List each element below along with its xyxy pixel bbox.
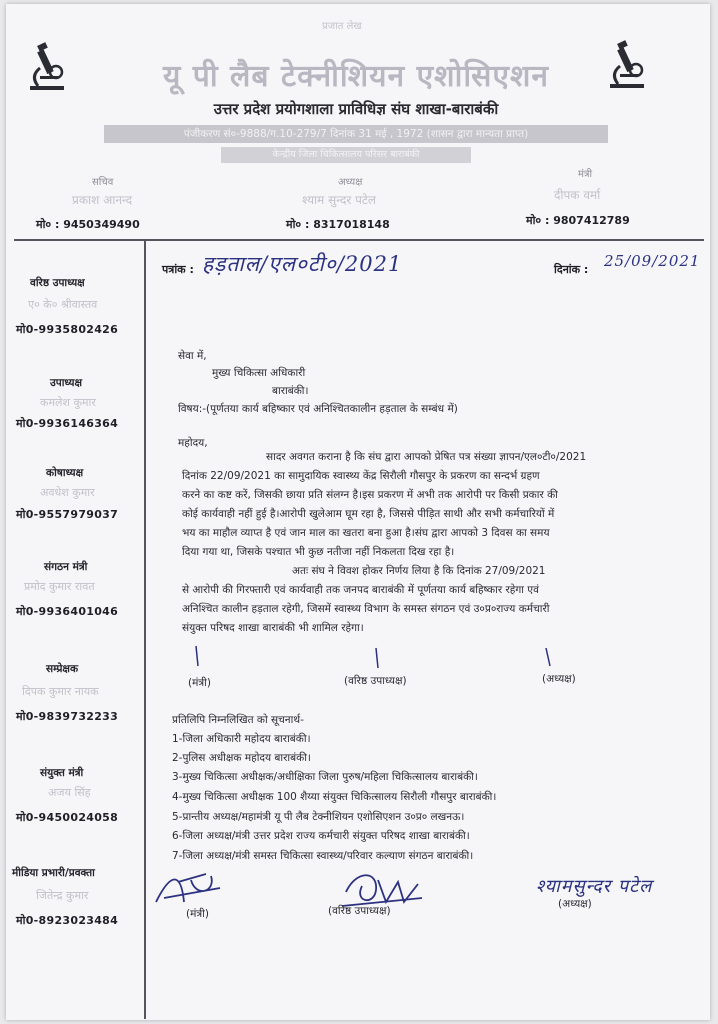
to-line: सेवा में, xyxy=(178,350,207,362)
copy-item: 7-जिला अध्यक्ष/मंत्री समस्त चिकित्सा स्वास्थ्य/परिवार कल्याण संगठन बाराबंकी। xyxy=(172,850,474,862)
sign-label-senior-vp: (वरिष्ठ उपाध्यक्ष) xyxy=(344,675,407,687)
organization-subtitle: उत्तर प्रदेश प्रयोगशाला प्राविधिज्ञ संघ शाखा-बाराबंकी xyxy=(213,100,499,118)
address-band: केन्द्रीय जिला चिकित्सालय परिसर बाराबंकी xyxy=(221,147,471,163)
body-line: संयुक्त परिषद शाखा बाराबंकी भी शामिल रहेगा। xyxy=(182,622,364,634)
body-line: भय का माहौल व्याप्त है एवं जान माल का खतरा बना हुआ है।संघ द्वारा आपको 3 दिवस का समय xyxy=(182,527,550,539)
sidebar-role-auditor: सम्प्रेक्षक xyxy=(46,663,79,675)
body-line: कोई कार्यवाही नहीं हुई है।आरोपी खुलेआम घूम रहा है, जिससे पीड़ित साथी और सभी कर्मचारियों में xyxy=(182,508,555,520)
sidebar-role-vice-president: उपाध्यक्ष xyxy=(50,377,83,389)
sign-label-president-bottom: (अध्यक्ष) xyxy=(558,898,592,910)
sidebar-name-senior-vice-president: ए० के० श्रीवास्तव xyxy=(28,298,98,311)
sidebar-mobile-joint-minister: मो0-9450024058 xyxy=(16,811,119,824)
header-top-small: प्रजात लेख xyxy=(322,21,362,32)
body-line: से आरोपी की गिरफ्तारी एवं कार्यवाही तक जनपद बाराबंकी में पूर्णतया कार्य बहिष्कार रहेगा एवं xyxy=(182,584,539,596)
body-line: अनिश्चित कालीन हड़ताल रहेगी, जिसमें स्वास्थ्य विभाग के समस्त संगठन एवं उ०प्र०राज्य कर्मचारी xyxy=(182,603,550,615)
body-line: सादर अवगत कराना है कि संघ द्वारा आपको प्रेषित पत्र संख्या ज्ञापन/एल०टी०/2021 xyxy=(266,451,587,463)
sidebar-mobile-treasurer: मो0-9557979037 xyxy=(16,508,119,521)
registration-band: पंजीकरण सं०-9888/ग.10-279/7 दिनांक 31 मई , 1972 (शासन द्वारा मान्यता प्राप्त) xyxy=(104,125,608,143)
officer-role-secretary: सचिव xyxy=(92,177,114,188)
salutation: महोदय, xyxy=(178,437,208,449)
copy-item: 5-प्रान्तीय अध्यक्ष/महामंत्री यू पी लैब टेक्नीशियन एशोसिएशन उ०प्र० लखनऊ। xyxy=(172,811,465,823)
copy-item: 3-मुख्य चिकित्सा अधीक्षक/अधीक्षिका जिला पुरुष/महिला चिकित्सालय बाराबंकी। xyxy=(172,771,478,783)
sidebar-mobile-organization-minister: मो0-9936401046 xyxy=(16,605,119,618)
sidebar-mobile-auditor: मो0-9839732233 xyxy=(16,710,119,723)
officer-mobile-president: मो० : 8317018148 xyxy=(286,218,390,231)
copy-heading: प्रतिलिपि निम्नलिखित को सूचनार्थ- xyxy=(172,714,304,726)
sign-label-senior-vp-bottom: (वरिष्ठ उपाध्यक्ष) xyxy=(328,905,391,917)
body-line: दिया गया था, जिसके पश्चात भी कुछ नतीजा नहीं निकलता दिख रहा है। xyxy=(182,546,455,558)
sign-label-minister: (मंत्री) xyxy=(188,677,211,689)
microscope-logo-left xyxy=(26,42,70,92)
sidebar-role-organization-minister: संगठन मंत्री xyxy=(44,561,88,573)
sidebar-name-organization-minister: प्रमोद कुमार रावत xyxy=(24,580,95,593)
letter-date: 25/09/2021 xyxy=(604,252,701,270)
letterhead-page xyxy=(6,4,710,1020)
sidebar-name-treasurer: अवधेश कुमार xyxy=(40,486,95,499)
sidebar-name-joint-minister: अजय सिंह xyxy=(48,786,91,799)
officer-mobile-secretary: मो० : 9450349490 xyxy=(36,218,140,231)
subject-line: विषय:-(पूर्णतया कार्य बहिष्कार एवं अनिश्चितकालीन हड़ताल के सम्बंध में) xyxy=(178,403,458,415)
sidebar-mobile-senior-vice-president: मो0-9935802426 xyxy=(16,323,119,336)
sidebar-role-joint-minister: संयुक्त मंत्री xyxy=(40,767,84,779)
copy-item: 4-मुख्य चिकित्सा अधीक्षक 100 शैय्या संयुक्त चिकित्सालय सिरौली गौसपुर बाराबंकी। xyxy=(172,791,497,803)
copy-item: 2-पुलिस अधीक्षक महोदय बाराबंकी। xyxy=(172,752,311,764)
organization-title: यू पी लैब टेक्नीशियन एशोसिएशन xyxy=(162,59,550,94)
sidebar-mobile-media-incharge: मो0-8923023484 xyxy=(16,914,119,927)
date-label: दिनांक : xyxy=(554,263,589,276)
officer-name-minister: दीपक वर्मा xyxy=(554,188,601,202)
sidebar-role-senior-vice-president: वरिष्ठ उपाध्यक्ष xyxy=(30,277,85,289)
sidebar-name-auditor: दिपक कुमार नायक xyxy=(22,685,99,698)
body-line: करने का कष्ट करें, जिसकी छाया प्रति संलग्न है।इस प्रकरण में अभी तक आरोपी पर किसी प्रकार की xyxy=(182,489,558,501)
officer-role-president: अध्यक्ष xyxy=(338,177,363,188)
officer-mobile-minister: मो० : 9807412789 xyxy=(526,214,630,227)
copy-item: 6-जिला अध्यक्ष/मंत्री उत्तर प्रदेश राज्य कर्मचारी संयुक्त परिषद शाखा बाराबंकी। xyxy=(172,830,470,842)
officer-role-minister: मंत्री xyxy=(578,169,593,180)
recipient-place: बाराबंकी। xyxy=(272,385,309,397)
officer-name-president: श्याम सुन्दर पटेल xyxy=(302,193,377,207)
sign-label-president: (अध्यक्ष) xyxy=(542,673,576,685)
recipient: मुख्य चिकित्सा अधिकारी xyxy=(212,367,306,379)
sidebar-role-treasurer: कोषाध्यक्ष xyxy=(46,467,84,479)
sidebar-name-vice-president: कमलेश कुमार xyxy=(40,396,96,409)
sidebar-mobile-vice-president: मो0-9936146364 xyxy=(16,417,119,430)
header-divider xyxy=(14,239,704,241)
officer-name-secretary: प्रकाश आनन्द xyxy=(72,193,133,207)
copy-item: 1-जिला अधिकारी महोदय बाराबंकी। xyxy=(172,733,311,745)
body-line: अतः संघ ने विवश होकर निर्णय लिया है कि दिनांक 27/09/2021 xyxy=(292,565,546,577)
sidebar-role-media-incharge: मीडिया प्रभारी/प्रवक्ता xyxy=(12,867,95,879)
sign-label-minister-bottom: (मंत्री) xyxy=(186,908,209,920)
reference-number: हड़ताल/एल०टी०/2021 xyxy=(202,252,403,276)
sidebar-name-media-incharge: जितेन्द्र कुमार xyxy=(36,889,89,902)
body-line: दिनांक 22/09/2021 का सामुदायिक स्वास्थ्य केंद्र सिरौली गौसपुर के प्रकरण का सन्दर्भ ग्रहण xyxy=(182,470,540,482)
reference-label: पत्रांक : xyxy=(162,263,194,276)
handwritten-signature: श्यामसुन्दर पटेल xyxy=(536,876,653,897)
